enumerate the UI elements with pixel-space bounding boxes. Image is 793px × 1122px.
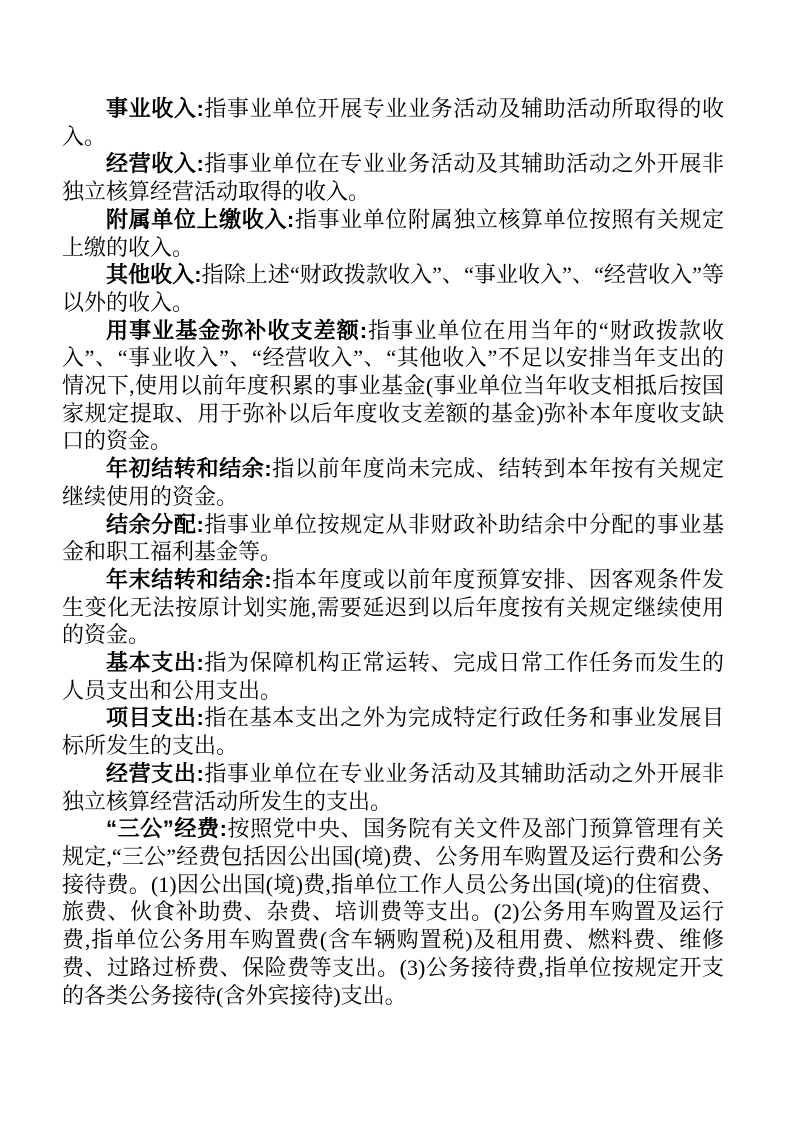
term-definition-paragraph (62, 704, 724, 759)
term-definition-paragraph (62, 511, 724, 566)
term-definition-paragraph (62, 95, 724, 150)
definition-text: 指本年度或以前年度预算安排、因客观条件发生变化无法按原计划实施,需要延迟到以后年度按有关规定继续使用的资金。 (62, 566, 724, 648)
term-definition-paragraph (62, 261, 724, 316)
definition-text: 按照党中央、国务院有关文件及部门预算管理有关规定,“三公”经费包括因公出国(境)费、公务用车购置及运行费和公务接待费。(1)因公出国(境)费,指单位工作人员公务出国(境)的住宿费、旅费、伙食补助费、杂费、培训费等支出。(2)公务用车购置及运行费,指单位公务用车购置费(含车辆购置税)及租用费、燃料费、维修费、过路过桥费、保险费等支出。(3)公务接待费,指单位按规定开支的各类公务接待(含外宾接待)支出。 (62, 816, 724, 1008)
term-label: 项目支出: (106, 705, 204, 731)
term-label: 附属单位上缴收入: (106, 206, 295, 232)
term-definition-paragraph (62, 150, 724, 205)
term-definition-paragraph (62, 566, 724, 649)
definition-text: 指事业单位按规定从非财政补助结余中分配的事业基金和职工福利基金等。 (62, 511, 724, 565)
term-definition-paragraph (62, 455, 724, 510)
definition-text: 指事业单位在专业业务活动及其辅助活动之外开展非独立核算经营活动取得的收入。 (62, 151, 724, 205)
term-label: 年初结转和结余: (106, 456, 272, 482)
term-definition-paragraph (62, 815, 724, 1009)
definition-text: 指在基本支出之外为完成特定行政任务和事业发展目标所发生的支出。 (62, 705, 724, 759)
definition-text: 指事业单位在专业业务活动及其辅助活动之外开展非独立核算经营活动所发生的支出。 (62, 760, 724, 814)
term-definition-paragraph (62, 760, 724, 815)
term-definition-paragraph (62, 206, 724, 261)
definition-text: 指以前年度尚未完成、结转到本年按有关规定继续使用的资金。 (62, 456, 724, 509)
term-label: 年末结转和结余: (106, 566, 272, 592)
term-definition-paragraph (62, 649, 724, 704)
term-label: 经营收入: (106, 151, 204, 177)
term-label: 用事业基金弥补收支差额: (106, 317, 368, 343)
definition-text: 指除上述“财政拨款收入”、“事业收入”、“经营收入”等以外的收入。 (62, 262, 725, 315)
definition-text: 指为保障机构正常运转、完成日常工作任务而发生的人员支出和公用支出。 (62, 650, 724, 703)
definition-text: 指事业单位开展专业业务活动及辅助活动所取得的收入。 (62, 96, 724, 149)
term-definition-paragraph (62, 317, 724, 456)
definition-text: 指事业单位附属独立核算单位按照有关规定上缴的收入。 (62, 206, 724, 260)
term-label: 事业收入: (106, 96, 204, 121)
term-label: “三公”经费: (106, 816, 227, 842)
term-label: 结余分配: (106, 511, 204, 537)
term-label: 经营支出: (106, 760, 204, 786)
document-body (62, 95, 724, 1009)
definition-text: 指事业单位在用当年的“财政拨款收入”、“事业收入”、“经营收入”、“其他收入”不足以安排当年支出的情况下,使用以前年度积累的事业基金(事业单位当年收支相抵后按国家规定提取、用于弥补以后年度收支差额的基金)弥补本年度收支缺口的资金。 (62, 317, 724, 454)
term-label: 基本支出: (106, 650, 204, 676)
term-label: 其他收入: (106, 262, 202, 288)
